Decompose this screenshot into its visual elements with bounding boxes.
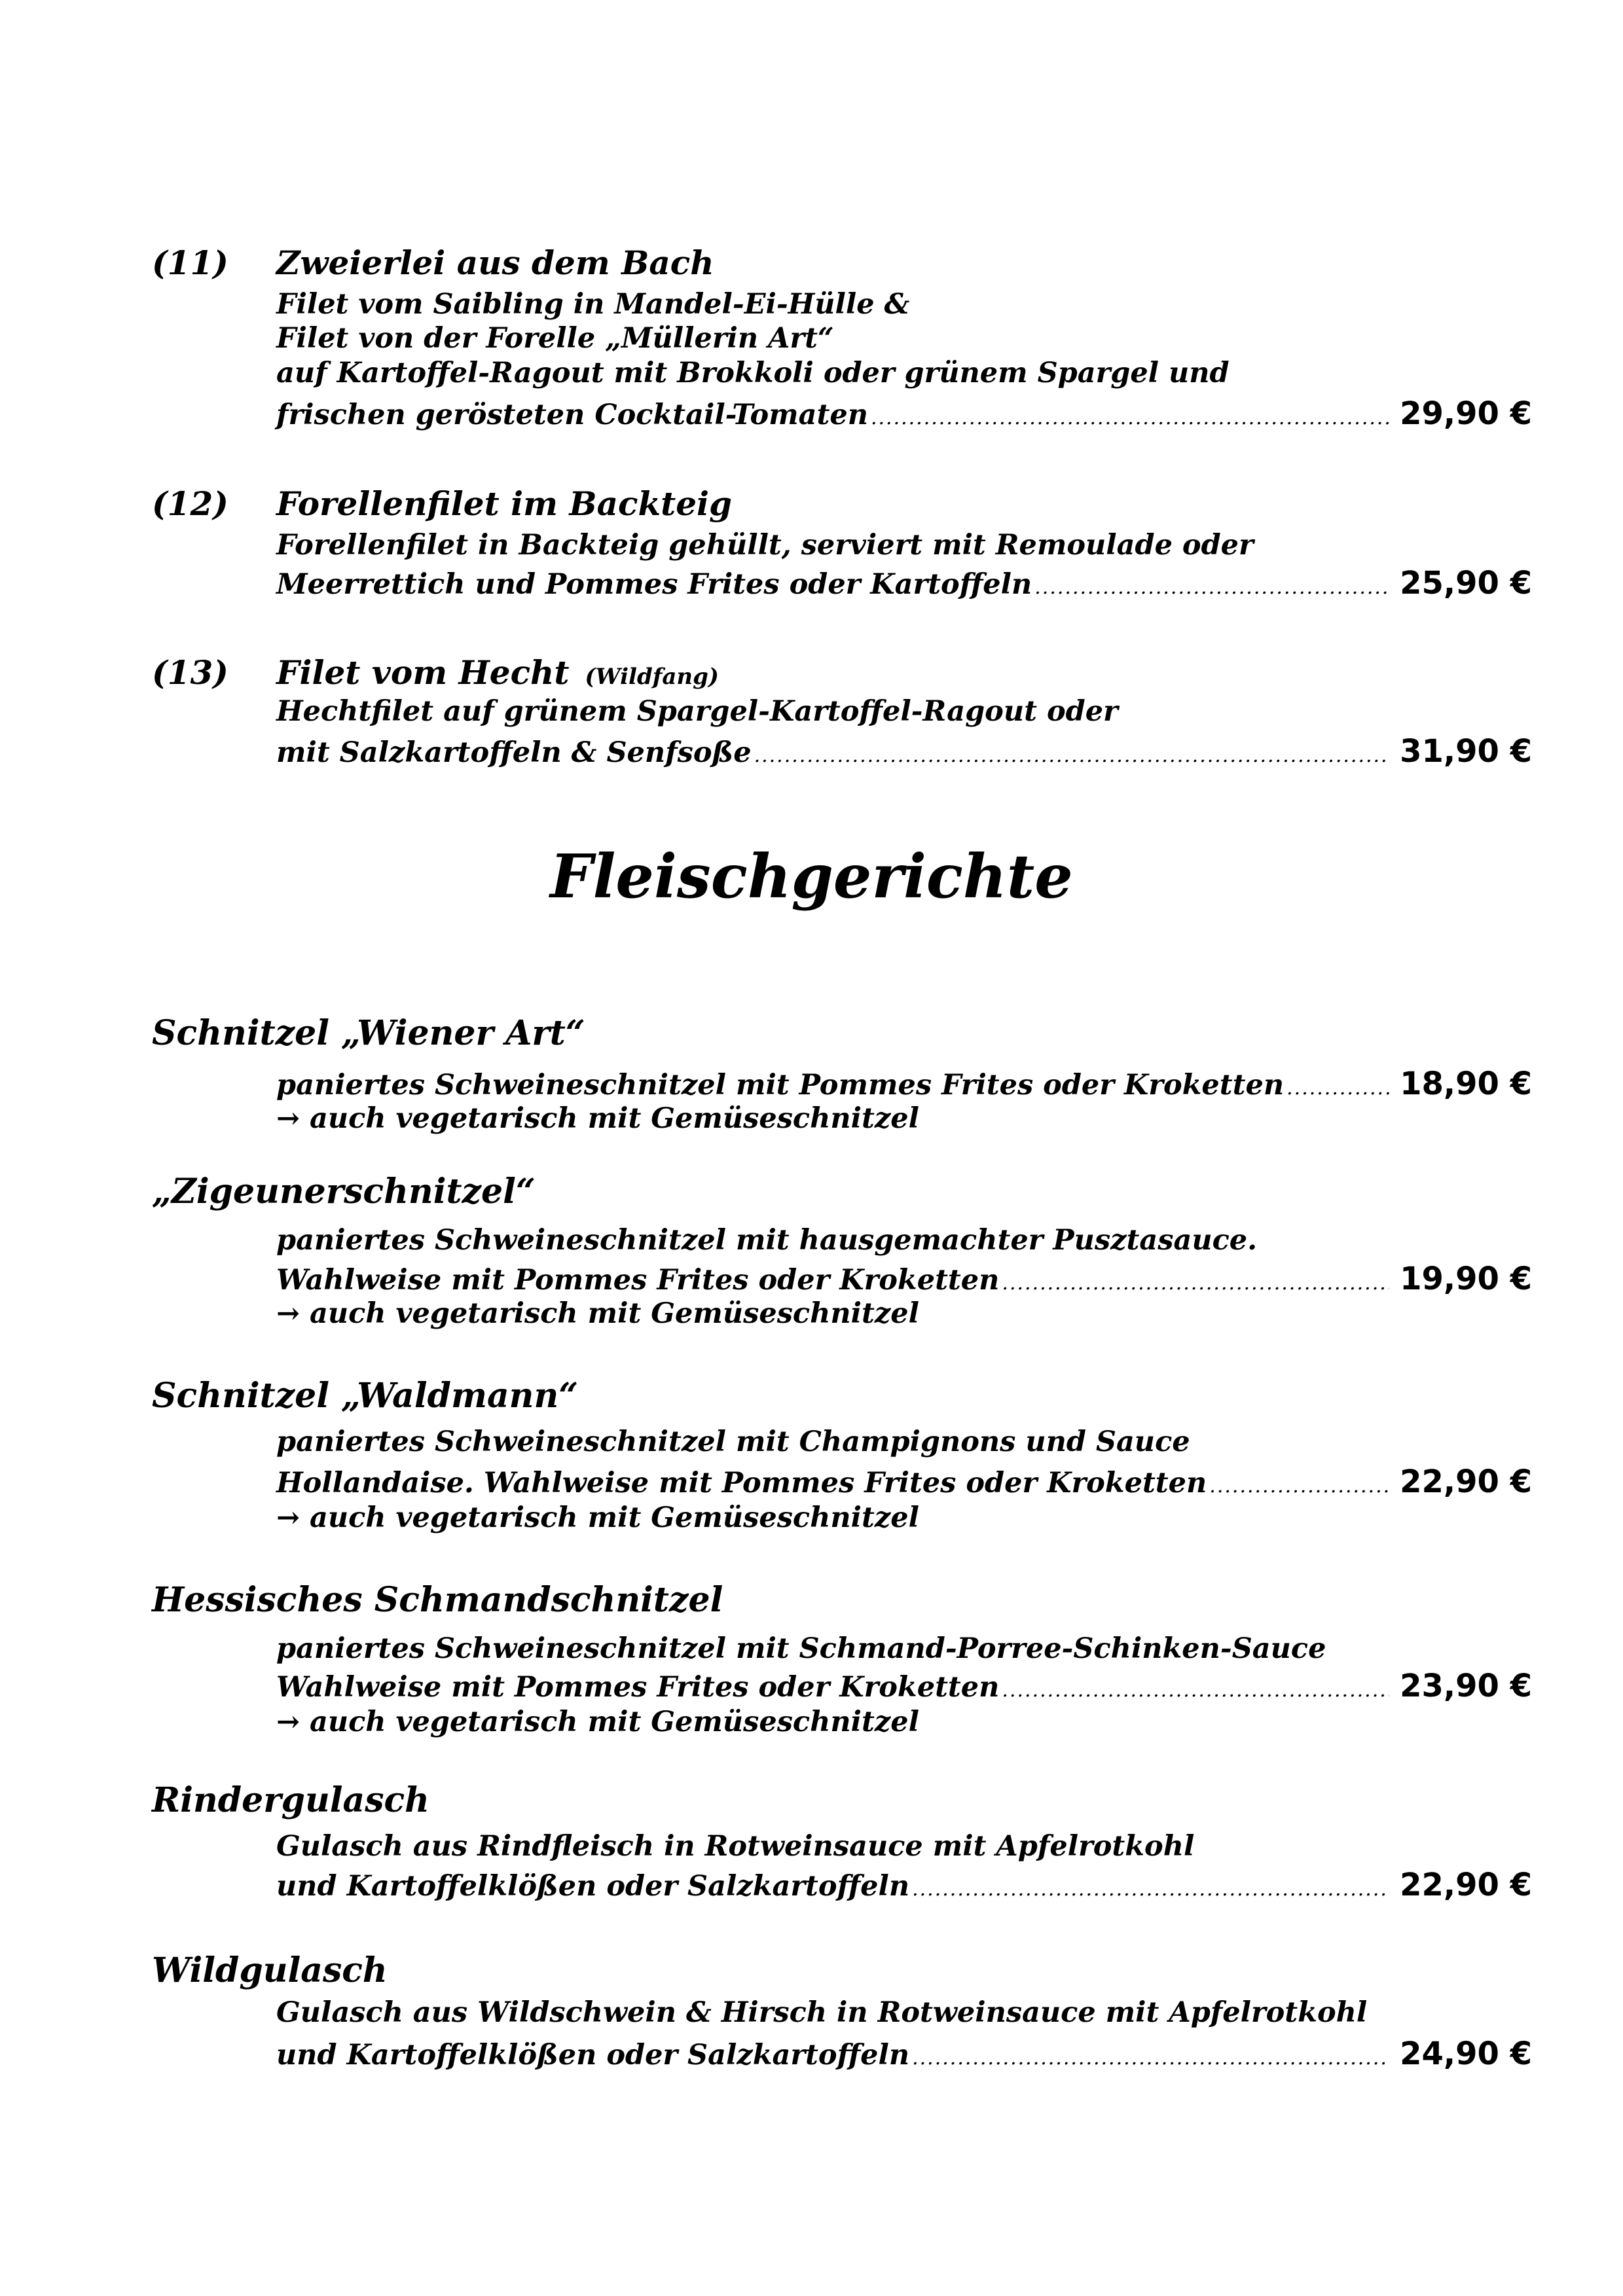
item-title: „Zigeunerschnitzel“ (152, 1172, 536, 1211)
item-description: Gulasch aus Rindfleisch in Rotweinsauce mit Apfelrotkohl (276, 1830, 1195, 1863)
item-description: Forellenfilet in Backteig gehüllt, serviert mit Remoulade oder (276, 529, 1254, 562)
item-number: (12) (152, 484, 228, 523)
item-price-line (276, 1066, 1532, 1102)
item-price: 24,90 € (1400, 2036, 1532, 2072)
item-description: mit Salzkartoffeln & Senfsoße (276, 736, 752, 769)
item-description: Meerrettich und Pommes Frites oder Kartoffeln (276, 568, 1032, 601)
vegetarian-note: → auch vegetarisch mit Gemüseschnitzel (276, 1102, 919, 1135)
item-description: Hechtfilet auf grünem Spargel-Kartoffel-Ragout oder (276, 695, 1118, 728)
dot-leader (912, 1878, 1389, 1901)
item-title-text: Forellenfilet im Backteig (276, 484, 732, 523)
dot-leader (1034, 576, 1389, 599)
item-description: Filet vom Saibling in Mandel-Ei-Hülle & (276, 288, 910, 321)
item-price-line (276, 1867, 1532, 1903)
item-price: 29,90 € (1400, 395, 1532, 432)
item-description: auf Kartoffel-Ragout mit Brokkoli oder grünem Spargel und (276, 357, 1230, 389)
dot-leader (871, 406, 1389, 429)
vegetarian-note: → auch vegetarisch mit Gemüseschnitzel (276, 1501, 919, 1534)
item-price: 23,90 € (1400, 1668, 1532, 1704)
item-title-text: Zweierlei aus dem Bach (276, 243, 714, 282)
item-description: Wahlweise mit Pommes Frites oder Kroketten (276, 1264, 1000, 1297)
item-note: (Wildfang) (585, 664, 719, 690)
item-number: (11) (152, 243, 228, 282)
item-price-line (276, 1261, 1532, 1297)
vegetarian-note: → auch vegetarisch mit Gemüseschnitzel (276, 1297, 919, 1330)
item-price: 22,90 € (1400, 1867, 1532, 1903)
item-price-line (276, 1668, 1532, 1704)
item-description: paniertes Schweineschnitzel mit Pommes Frites oder Kroketten (276, 1069, 1285, 1102)
item-title (276, 243, 714, 282)
item-price-line (276, 1463, 1532, 1500)
item-price: 25,90 € (1400, 565, 1532, 601)
item-title-text: Filet vom Hecht (276, 653, 570, 692)
item-price-line (276, 395, 1532, 432)
item-title: Hessisches Schmandschnitzel (152, 1580, 723, 1620)
item-description: und Kartoffelklößen oder Salzkartoffeln (276, 1870, 910, 1903)
dot-leader (1002, 1272, 1389, 1295)
item-price-line (276, 733, 1532, 770)
item-title: Wildgulasch (152, 1950, 388, 1990)
item-number: (13) (152, 653, 228, 692)
item-price: 18,90 € (1400, 1066, 1532, 1102)
dot-leader (754, 744, 1390, 767)
item-price-line (276, 2036, 1532, 2072)
item-description: paniertes Schweineschnitzel mit Champignons und Sauce (276, 1426, 1190, 1458)
item-title: Rindergulasch (152, 1780, 429, 1820)
item-price: 22,90 € (1400, 1463, 1532, 1500)
item-price: 31,90 € (1400, 733, 1532, 770)
item-title (276, 484, 732, 523)
item-price-line (276, 565, 1532, 601)
item-description: Wahlweise mit Pommes Frites oder Kroketten (276, 1671, 1000, 1704)
item-title: Schnitzel „Waldmann“ (152, 1376, 579, 1416)
item-description: und Kartoffelklößen oder Salzkartoffeln (276, 2039, 910, 2072)
section-heading: Fleischgerichte (550, 841, 1073, 912)
item-title (276, 653, 719, 692)
item-description: Hollandaise. Wahlweise mit Pommes Frites oder Kroketten (276, 1467, 1207, 1499)
item-description: paniertes Schweineschnitzel mit hausgemachter Pusztasauce. (276, 1224, 1258, 1257)
item-description: Filet von der Forelle „Müllerin Art“ (276, 322, 834, 355)
dot-leader (1209, 1475, 1389, 1498)
vegetarian-note: → auch vegetarisch mit Gemüseschnitzel (276, 1706, 919, 1738)
item-price: 19,90 € (1400, 1261, 1532, 1297)
dot-leader (1002, 1679, 1389, 1702)
item-title: Schnitzel „Wiener Art“ (152, 1013, 585, 1053)
item-description: paniertes Schweineschnitzel mit Schmand-Porree-Schinken-Sauce (276, 1632, 1326, 1665)
item-description: Gulasch aus Wildschwein & Hirsch in Rotweinsauce mit Apfelrotkohl (276, 1996, 1368, 2029)
dot-leader (912, 2047, 1389, 2070)
dot-leader (1286, 1077, 1389, 1100)
item-description: frischen gerösteten Cocktail-Tomaten (276, 399, 868, 431)
